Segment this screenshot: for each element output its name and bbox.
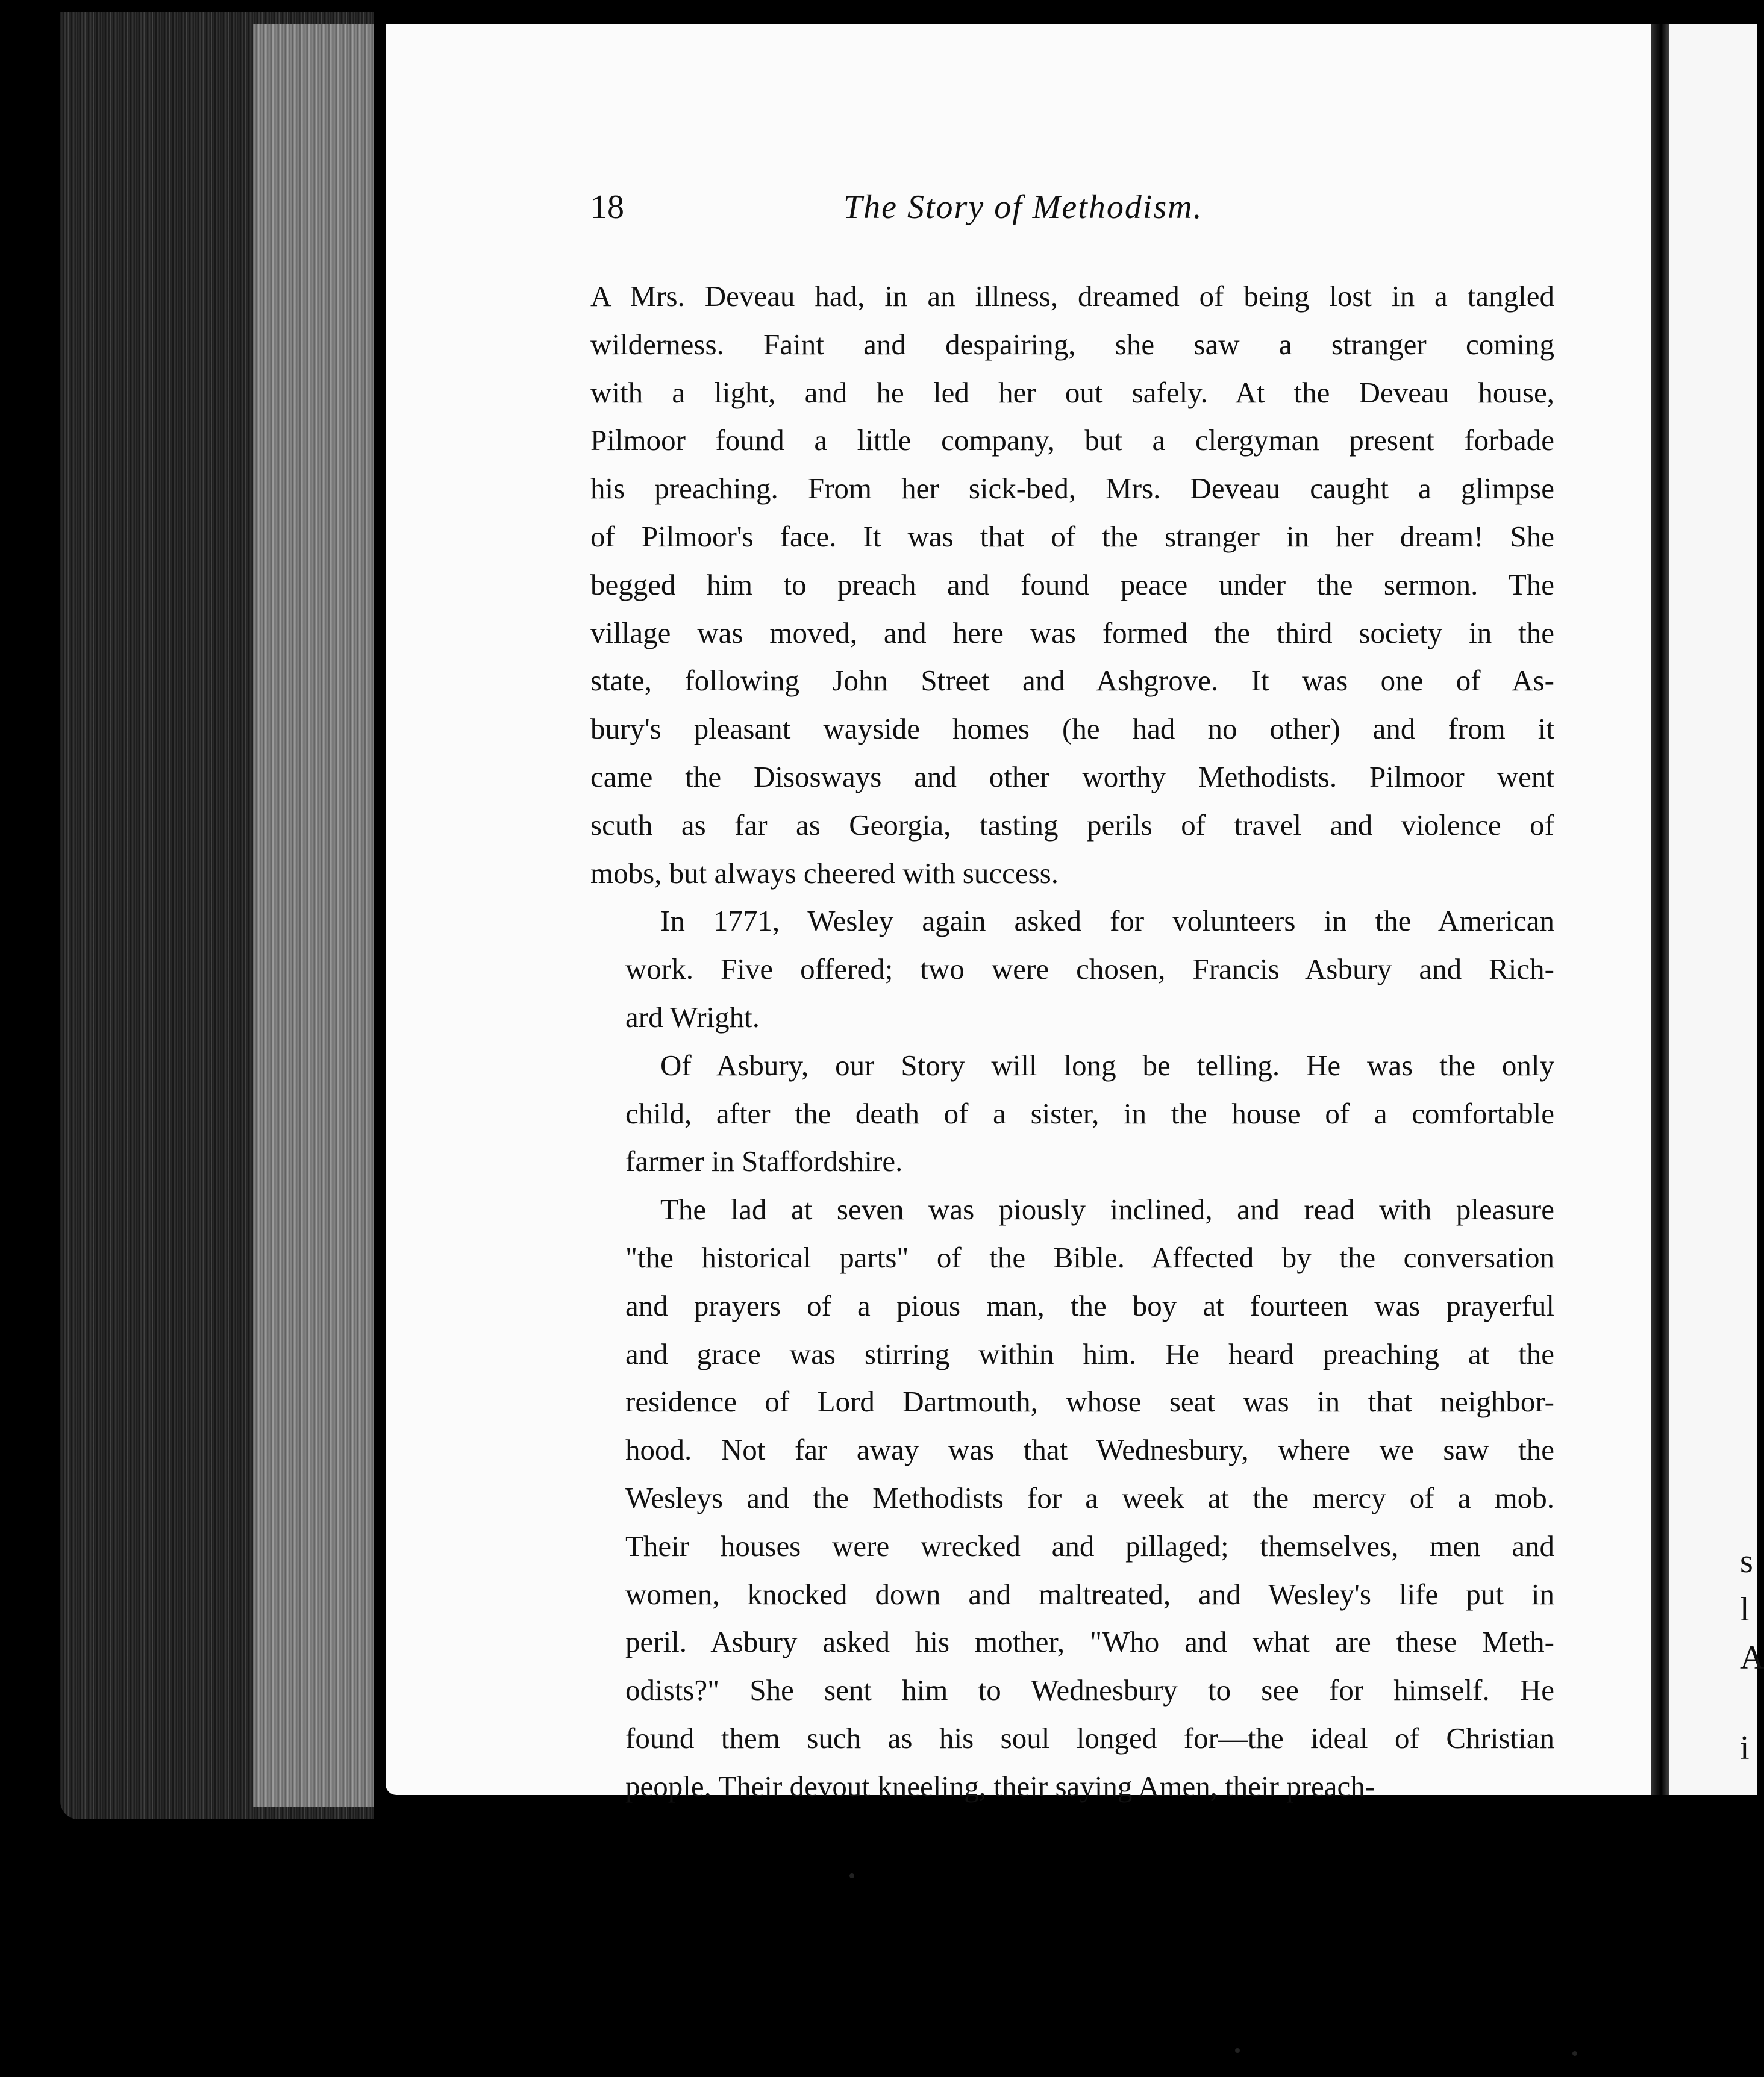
print-speck: [1572, 2051, 1577, 2056]
text-line: and grace was stirring within him. He heard preaching at the: [625, 1337, 1554, 1370]
text-line: odists?" She sent him to Wednesbury to see for himself. He: [625, 1673, 1554, 1707]
text-line: of Pilmoor's face. It was that of the stranger in her dream! She: [590, 519, 1554, 553]
text-line: A Mrs. Deveau had, in an illness, dreamed of being lost in a tangled: [590, 280, 1554, 313]
facing-page-glyph: A: [1740, 1639, 1764, 1676]
text-line: peril. Asbury asked his mother, "Who and what are these Meth-: [625, 1625, 1554, 1659]
text-line: The lad at seven was piously inclined, and read with pleasure: [660, 1193, 1554, 1226]
text-line: child, after the death of a sister, in the house of a comfortable: [625, 1096, 1554, 1130]
text-line: wilderness. Faint and despairing, she saw a stranger coming: [590, 327, 1554, 361]
text-line: with a light, and he led her out safely. At the Deveau house,: [590, 375, 1554, 409]
text-line: mobs, but always cheered with success.: [590, 856, 1059, 890]
text-line: hood. Not far away was that Wednesbury, where we saw the: [625, 1433, 1554, 1467]
facing-page-glyph: l: [1740, 1591, 1750, 1628]
paragraph: [590, 1042, 1554, 1185]
text-line: scuth as far as Georgia, tasting perils of travel and violence of: [590, 808, 1554, 842]
text-line: found them such as his soul longed for—the ideal of Christian: [625, 1721, 1554, 1755]
page-number: 18: [590, 189, 624, 226]
text-line: farmer in Staffordshire.: [625, 1145, 903, 1178]
text-line: work. Five offered; two were chosen, Francis Asbury and Rich-: [625, 952, 1554, 986]
text-line: Of Asbury, our Story will long be telling. He was the only: [660, 1048, 1554, 1082]
page-header: [590, 188, 1554, 236]
text-line: bury's pleasant wayside homes (he had no other) and from it: [590, 712, 1554, 746]
text-line: and prayers of a pious man, the boy at fourteen was prayerful: [625, 1288, 1554, 1322]
text-line: Their houses were wrecked and pillaged; themselves, men and: [625, 1529, 1554, 1563]
text-line: people. Their devout kneeling, their saying Amen, their preach-: [625, 1769, 1375, 1803]
book-gutter: [1651, 24, 1671, 1795]
text-line: state, following John Street and Ashgrove. It was one of As-: [590, 664, 1554, 698]
print-speck: [849, 1873, 854, 1878]
text-line: ard Wright.: [625, 1000, 760, 1034]
paragraph: [590, 272, 1554, 897]
paragraph: [590, 897, 1554, 1041]
text-line: In 1771, Wesley again asked for volunteers in the American: [660, 904, 1554, 938]
facing-page-glyph: i: [1740, 1729, 1750, 1767]
paragraph: [590, 1185, 1554, 1810]
text-line: "the historical parts" of the Bible. Affected by the conversation: [625, 1240, 1554, 1274]
print-speck: [1235, 2048, 1240, 2053]
book-page-edges: [60, 12, 374, 1819]
running-title: The Story of Methodism.: [843, 189, 1203, 226]
text-line: Pilmoor found a little company, but a clergyman present forbade: [590, 423, 1554, 457]
facing-page-edge: [1669, 24, 1757, 1795]
text-line: begged him to preach and found peace under the sermon. The: [590, 567, 1554, 601]
text-line: came the Disosways and other worthy Methodists. Pilmoor went: [590, 760, 1554, 793]
text-line: women, knocked down and maltreated, and Wesley's life put in: [625, 1577, 1554, 1611]
text-line: his preaching. From her sick-bed, Mrs. Deveau caught a glimpse: [590, 472, 1554, 505]
facing-page-glyph: s: [1740, 1543, 1753, 1580]
body-text: [590, 272, 1554, 1811]
text-line: Wesleys and the Methodists for a week at the mercy of a mob.: [625, 1481, 1554, 1514]
text-line: village was moved, and here was formed the third society in the: [590, 616, 1554, 649]
text-line: residence of Lord Dartmouth, whose seat was in that neighbor-: [625, 1385, 1554, 1419]
